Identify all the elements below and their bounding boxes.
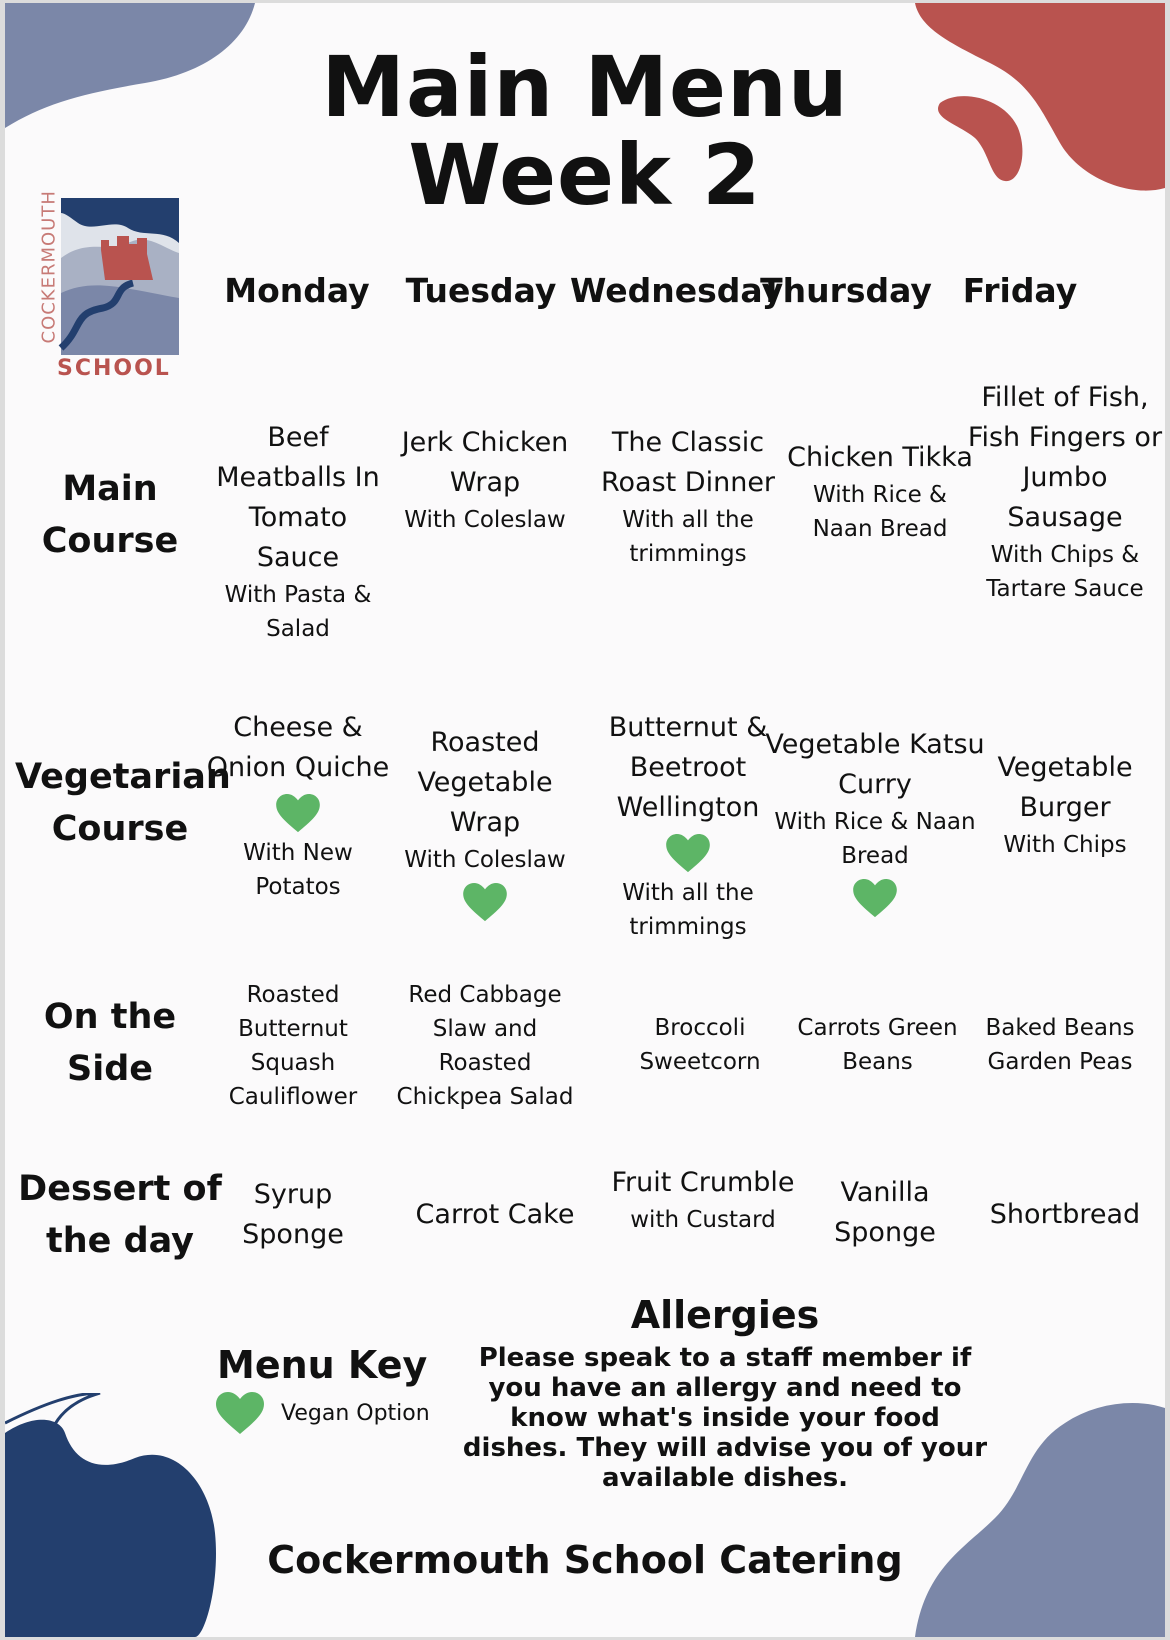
day-header-monday: Monday	[224, 271, 370, 310]
footer-title: Cockermouth School Catering	[267, 1538, 903, 1582]
row-label-main-course	[5, 463, 215, 567]
vegetarian-course-tuesday	[385, 723, 585, 925]
main-course-monday	[205, 418, 391, 646]
row-label-line: Vegetarian	[15, 757, 231, 797]
side-wednesday: Broccoli Sweetcorn	[639, 1015, 761, 1075]
dish-accompaniment: With Chips & Tartare Sauce	[986, 542, 1144, 602]
main-course-tuesday	[385, 423, 585, 537]
vegan-heart-icon	[276, 794, 320, 834]
page-title	[5, 38, 1165, 224]
main-course-wednesday	[588, 423, 788, 571]
dish-name: Vegetable Katsu Curry	[765, 729, 985, 800]
allergies-title: Allergies	[630, 1293, 820, 1337]
allergies-text: Please speak to a staff member if you have an allergy and need to know what's inside your food dishes. They will advise you of your available dishes.	[462, 1343, 988, 1493]
side-tuesday: Red Cabbage Slaw and Roasted Chickpea Salad	[396, 982, 574, 1110]
dish-accompaniment: With Rice & Naan Bread	[812, 482, 948, 542]
row-label-dessert-of-the-day	[15, 1163, 225, 1267]
dessert-friday	[965, 1195, 1165, 1235]
bottom-left-blob	[5, 1393, 235, 1637]
dish-name: Vanilla Sponge	[834, 1177, 936, 1248]
dish-name: Shortbread	[989, 1199, 1141, 1230]
menu-key-title: Menu Key	[217, 1343, 428, 1387]
dessert-wednesday	[603, 1163, 803, 1237]
side-monday: Roasted Butternut Squash Cauliflower	[228, 982, 358, 1110]
vegan-heart-icon	[853, 879, 897, 919]
dish-accompaniment: With Chips	[1003, 832, 1127, 858]
row-label-vegetarian-course	[15, 751, 231, 855]
row-label-line: Course	[41, 521, 179, 561]
row-label-on-the-side	[5, 991, 215, 1095]
dish-name: Carrot Cake	[415, 1199, 575, 1230]
vegan-heart-icon	[463, 883, 507, 923]
vegan-key-heart-icon	[215, 1392, 265, 1436]
title-line-1: Main Menu	[321, 38, 849, 136]
vegetarian-course-wednesday	[588, 708, 788, 944]
dish-accompaniment: With New Potatos	[243, 840, 353, 900]
school-logo	[33, 190, 189, 393]
logo-vertical-text: COCKERMOUTH	[38, 190, 60, 344]
side-thursday: Carrots Green Beans	[797, 1015, 958, 1075]
dish-name: Beef Meatballs In Tomato Sauce	[216, 422, 380, 573]
dish-name: Butternut & Beetroot Wellington	[608, 712, 768, 823]
logo-bottom-text: SCHOOL	[57, 356, 171, 381]
main-course-thursday	[780, 438, 980, 546]
row-label-line: Side	[67, 1049, 153, 1089]
vegetarian-course-friday	[965, 748, 1165, 862]
vegan-heart-icon	[666, 834, 710, 874]
dessert-tuesday	[395, 1195, 595, 1235]
dish-name: Fruit Crumble	[611, 1167, 795, 1198]
dish-accompaniment: With all the trimmings	[622, 507, 754, 567]
dish-accompaniment: with Custard	[630, 1207, 776, 1233]
vegan-option-label: Vegan Option	[281, 1401, 430, 1426]
day-header-wednesday: Wednesday	[570, 271, 784, 310]
dish-name: Chicken Tikka	[787, 442, 973, 473]
day-header-friday: Friday	[962, 271, 1078, 310]
row-label-line: Course	[51, 809, 189, 849]
row-label-line: Main	[62, 469, 158, 509]
title-line-2: Week 2	[408, 126, 762, 224]
row-label-line: the day	[46, 1221, 194, 1261]
side-friday: Baked Beans Garden Peas	[985, 1015, 1135, 1075]
dish-accompaniment: With Coleslaw	[404, 847, 566, 873]
day-header-thursday: Thursday	[760, 271, 932, 310]
vegetarian-course-thursday	[760, 725, 990, 921]
dessert-monday	[200, 1175, 386, 1255]
vegetarian-course-monday	[205, 708, 391, 904]
dish-accompaniment: With Rice & Naan Bread	[774, 809, 976, 869]
row-label-line: Dessert of	[18, 1169, 222, 1209]
day-header-tuesday: Tuesday	[405, 271, 557, 310]
menu-page	[5, 3, 1165, 1637]
dish-name: Vegetable Burger	[997, 752, 1133, 823]
dish-accompaniment: With Pasta & Salad	[224, 582, 372, 642]
dish-accompaniment: With Coleslaw	[404, 507, 566, 533]
dish-name: The Classic Roast Dinner	[600, 427, 776, 498]
dish-accompaniment: With all the trimmings	[622, 880, 754, 940]
dish-name: Syrup Sponge	[242, 1179, 344, 1250]
dessert-thursday	[790, 1173, 980, 1253]
row-label-line: On the	[43, 997, 177, 1037]
dish-name: Cheese & Onion Quiche	[206, 712, 390, 783]
main-course-friday	[965, 378, 1165, 606]
dish-name: Roasted Vegetable Wrap	[417, 727, 553, 838]
dish-name: Fillet of Fish, Fish Fingers or Jumbo Sausage	[967, 382, 1163, 533]
dish-name: Jerk Chicken Wrap	[401, 427, 569, 498]
